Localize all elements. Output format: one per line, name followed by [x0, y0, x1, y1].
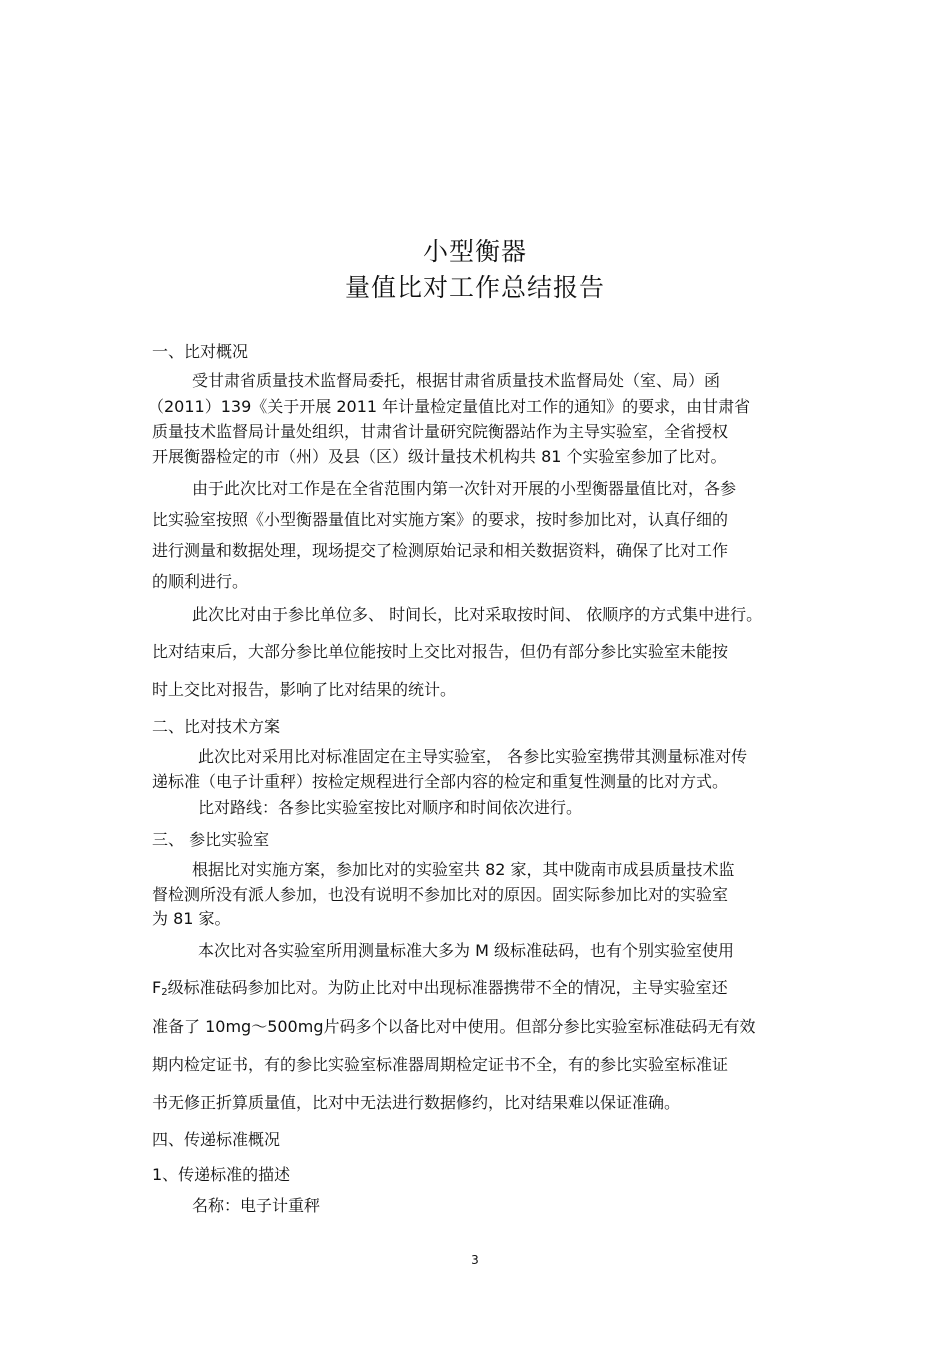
- f2-symbol: F: [152, 978, 162, 997]
- paragraph-line: 质量技术监督局计量处组织，甘肃省计量研究院衡器站作为主导实验室，全省授权: [152, 422, 729, 441]
- paragraph-line: 比对路线：各参比实验室按比对顺序和时间依次进行。: [198, 798, 583, 817]
- page-number: 3: [471, 1253, 479, 1267]
- section-heading: 一、比对概况: [152, 342, 249, 361]
- paragraph-line: 期内检定证书，有的参比实验室标准器周期检定证书不全，有的参比实验室标准证: [152, 1055, 729, 1074]
- paragraph-line: 的顺利进行。: [152, 572, 249, 591]
- document-title-line2: 量值比对工作总结报告: [344, 273, 605, 302]
- paragraph-line: 名称：电子计重秤: [192, 1196, 321, 1215]
- paragraph-line: 督检测所没有派人参加，也没有说明不参加比对的原因。固实际参加比对的实验室: [152, 885, 729, 904]
- paragraph-line: 开展衡器检定的市（州）及县（区）级计量技术机构共 81 个实验室参加了比对。: [152, 447, 727, 466]
- section-heading: 三、 参比实验室: [152, 830, 270, 849]
- paragraph-line: 为 81 家。: [152, 909, 231, 928]
- paragraph-line: 书无修正折算质量值，比对中无法进行数据修约，比对结果难以保证准确。: [152, 1093, 681, 1112]
- paragraph-line: 此次比对由于参比单位多、 时间长，比对采取按时间、 依顺序的方式集中进行。: [192, 605, 763, 624]
- paragraph-line: 比实验室按照《小型衡器量值比对实施方案》的要求，按时参加比对，认真仔细的: [152, 510, 729, 529]
- subsection-heading: 1、传递标准的描述: [152, 1165, 291, 1184]
- paragraph-line: 此次比对采用比对标准固定在主导实验室， 各参比实验室携带其测量标准对传: [198, 747, 748, 766]
- paragraph-line: （2011）139《关于开展 2011 年计量检定量值比对工作的通知》的要求，由甘肃省: [148, 397, 751, 416]
- paragraph-line: 受甘肃省质量技术监督局委托，根据甘肃省质量技术监督局处（室、局）函: [192, 371, 721, 390]
- document-title-line1: 小型衡器: [422, 237, 527, 266]
- paragraph-line: [152, 977, 728, 1004]
- paragraph-line-rest: 级标准砝码参加比对。为防止比对中出现标准器携带不全的情况，主导实验室还: [167, 978, 728, 997]
- paragraph-line: 时上交比对报告，影响了比对结果的统计。: [152, 680, 457, 699]
- f2-subscript: 2: [161, 987, 168, 998]
- paragraph-line: 准备了 10mg～500mg片码多个以备比对中使用。但部分参比实验室标准砝码无有效: [152, 1017, 756, 1036]
- paragraph-line: 递标准（电子计重秤）按检定规程进行全部内容的检定和重复性测量的比对方式。: [152, 772, 729, 791]
- paragraph-line: 进行测量和数据处理，现场提交了检测原始记录和相关数据资料，确保了比对工作: [152, 541, 729, 560]
- paragraph-line: 本次比对各实验室所用测量标准大多为 M 级标准砝码，也有个别实验室使用: [198, 941, 734, 960]
- section-heading: 四、传递标准概况: [152, 1130, 281, 1149]
- paragraph-line: 根据比对实施方案，参加比对的实验室共 82 家，其中陇南市成县质量技术监: [192, 860, 735, 879]
- section-heading: 二、比对技术方案: [152, 717, 281, 736]
- paragraph-line: 比对结束后，大部分参比单位能按时上交比对报告，但仍有部分参比实验室未能按: [152, 642, 729, 661]
- paragraph-line: 由于此次比对工作是在全省范围内第一次针对开展的小型衡器量值比对，各参: [192, 479, 737, 498]
